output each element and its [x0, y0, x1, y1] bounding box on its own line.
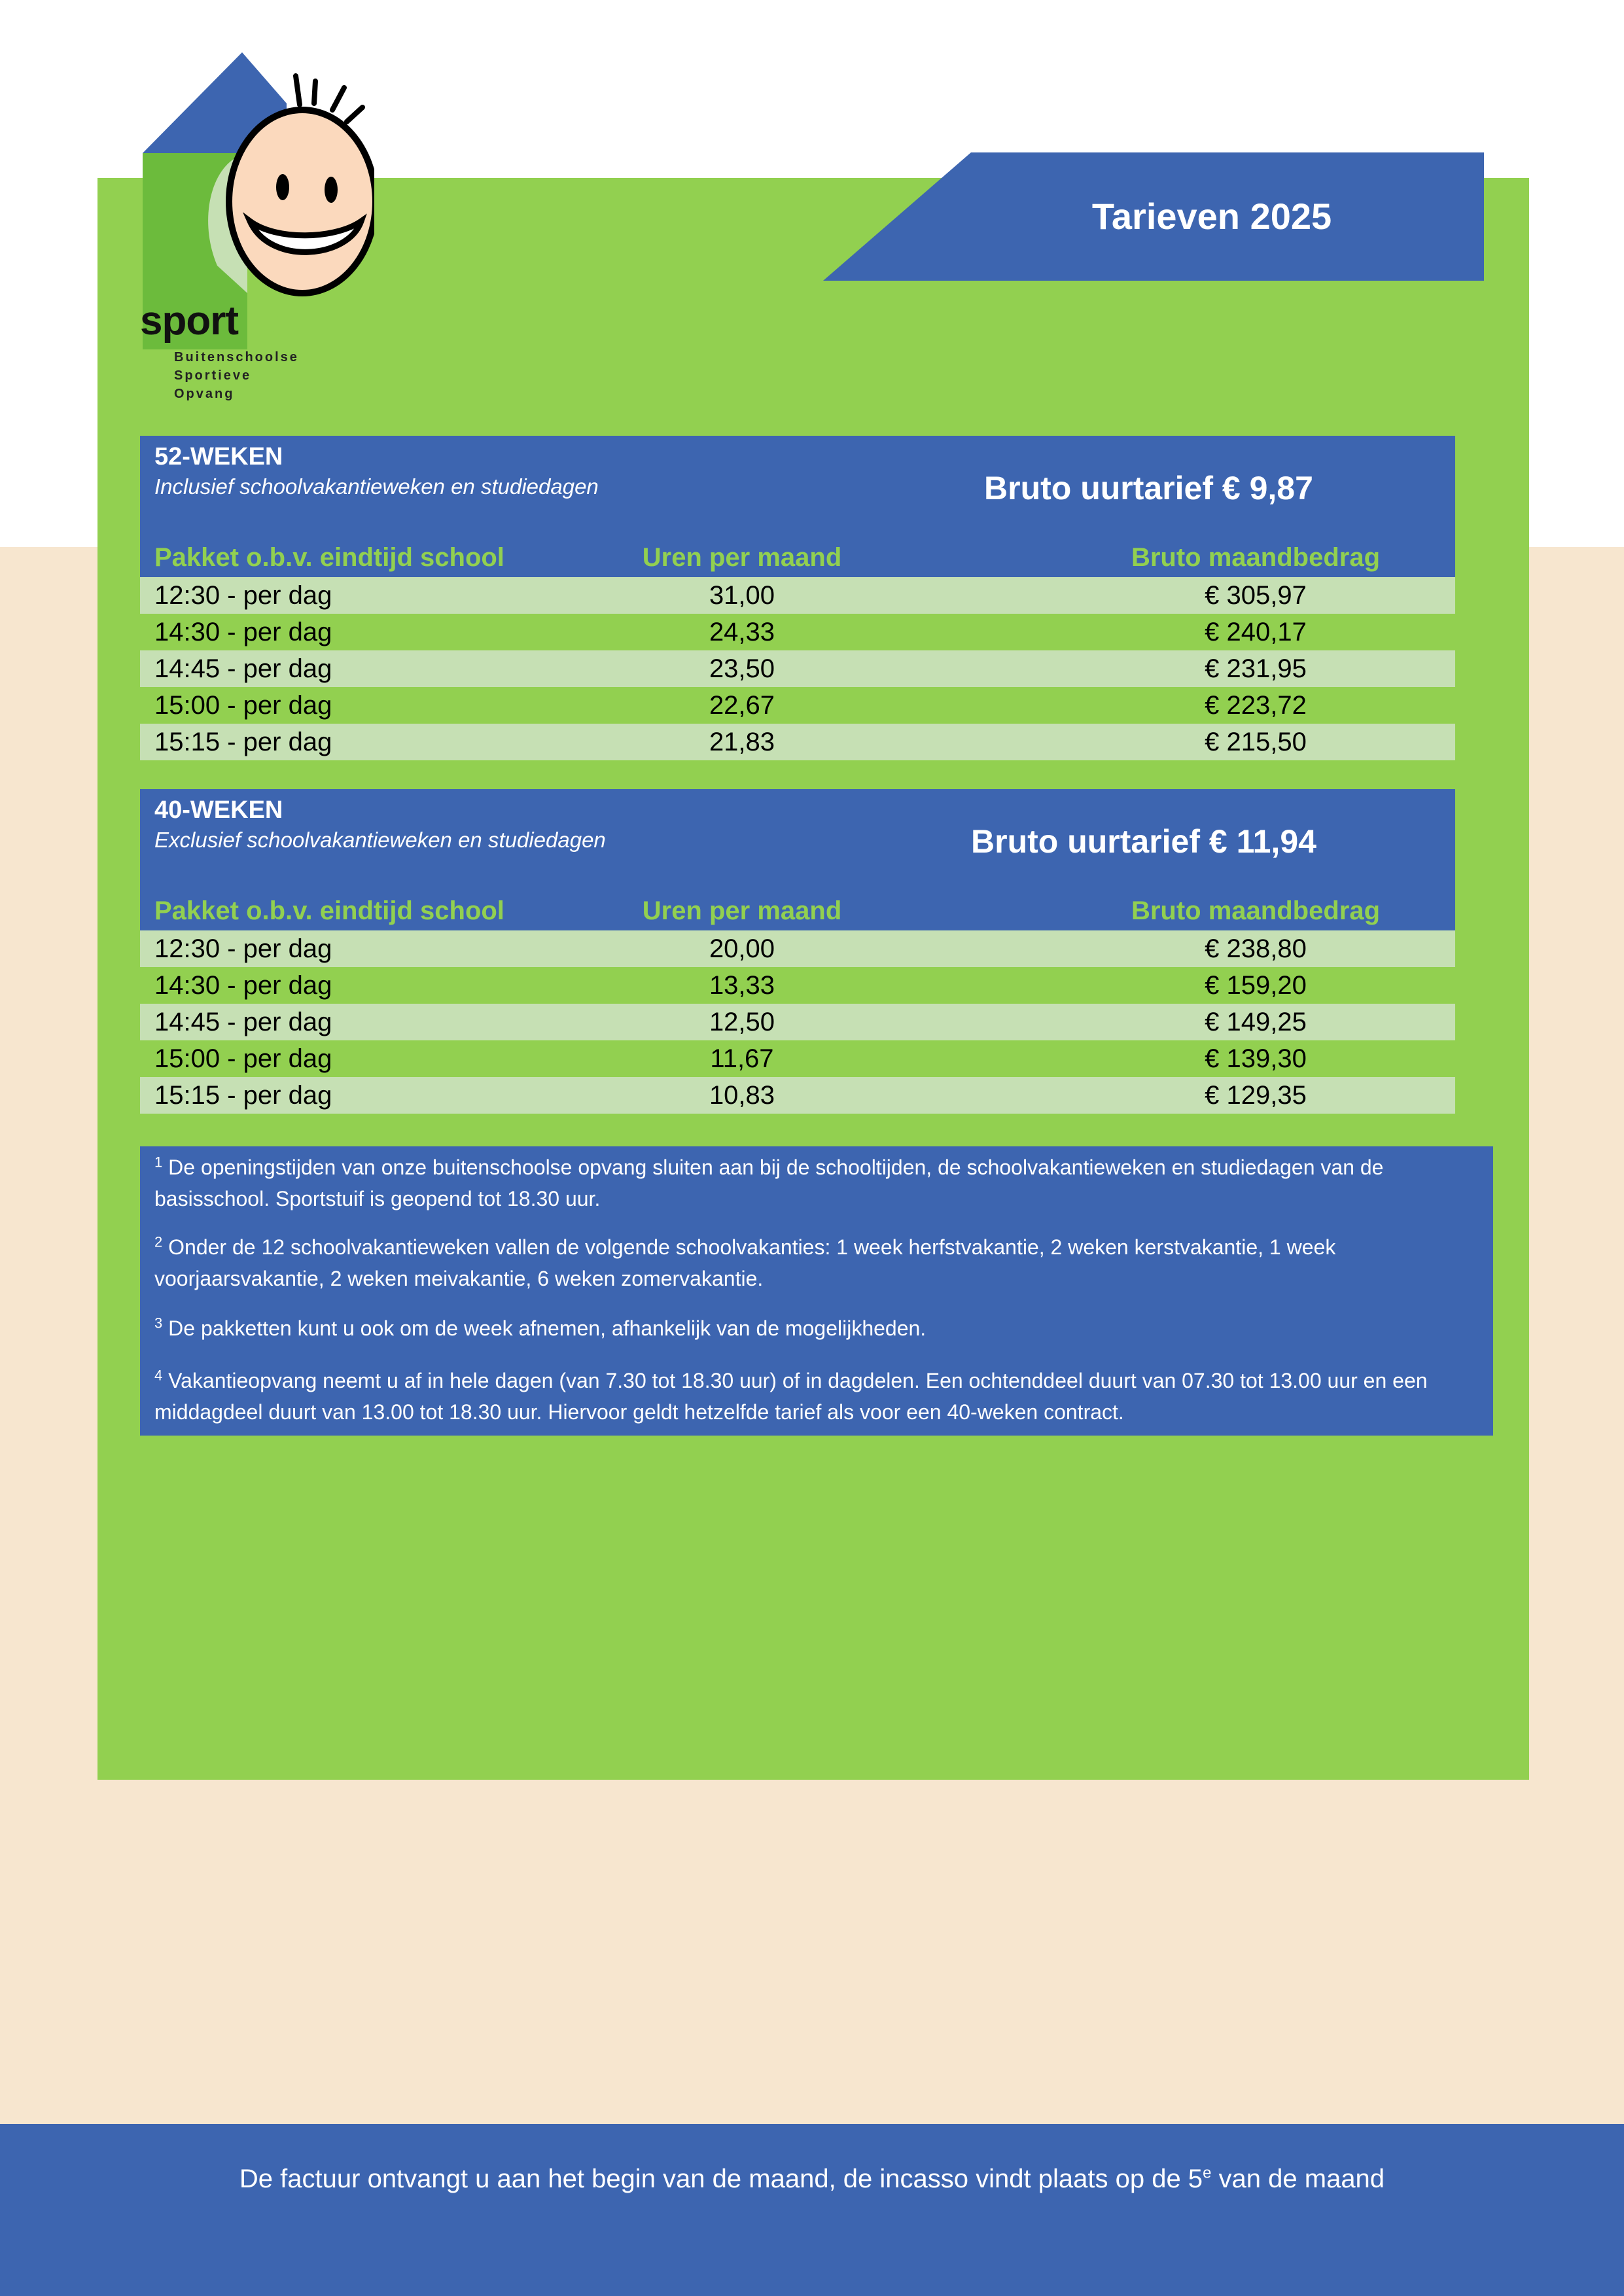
footnote-text: Vakantieopvang neemt u af in hele dagen (van 7.30 tot 18.30 uur) of in dagdelen. Een ochtenddeel duurt van 07.30 tot 13.00 uur en een middagdeel duurt van 13.00 tot 18.30 uur. Hiervoor geldt hetzelfde tarief als voor een 40-weken contract. — [154, 1369, 1428, 1424]
column-header-package: Pakket o.b.v. eindtijd school — [154, 543, 504, 572]
cell-hours: 31,00 — [709, 581, 775, 610]
cell-hours: 11,67 — [710, 1044, 774, 1073]
footer-band — [0, 2124, 1624, 2296]
cell-package: 14:30 - per dag — [154, 971, 332, 1000]
table-row — [140, 1004, 1455, 1040]
footnote — [154, 1231, 1483, 1294]
table-row — [140, 577, 1455, 614]
logo-word-stuif: stuif — [249, 297, 334, 343]
cell-amount: € 159,20 — [1205, 971, 1307, 1000]
cell-amount: € 139,30 — [1205, 1044, 1307, 1073]
cell-amount: € 238,80 — [1205, 934, 1307, 963]
cell-amount: € 129,35 — [1205, 1081, 1307, 1110]
footer-superscript: e — [1203, 2164, 1212, 2182]
rate-table-title: 40-WEKEN — [154, 796, 283, 824]
cell-package: 12:30 - per dag — [154, 581, 332, 610]
column-header-amount: Bruto maandbedrag — [1131, 896, 1381, 925]
table-row — [140, 614, 1455, 650]
cell-hours: 24,33 — [709, 618, 775, 646]
cell-hours: 10,83 — [709, 1081, 775, 1110]
rate-table-40-weeks — [140, 789, 1455, 1114]
column-header-amount: Bruto maandbedrag — [1131, 543, 1381, 572]
cell-package: 15:00 - per dag — [154, 691, 332, 720]
rate-table-subtitle: Exclusief schoolvakantieweken en studiedagen — [154, 828, 606, 852]
rate-table-header — [140, 789, 1455, 930]
cell-hours: 12,50 — [709, 1008, 775, 1036]
logo-tagline-line: Buitenschoolse — [174, 350, 299, 364]
column-header-package: Pakket o.b.v. eindtijd school — [154, 896, 504, 925]
footnotes-box — [140, 1146, 1493, 1436]
footer-text-main: De factuur ontvangt u aan het begin van de maand, de incasso vindt plaats op de 5 — [239, 2164, 1203, 2193]
column-header-hours: Uren per maand — [642, 896, 842, 925]
footer-text — [0, 2159, 1624, 2199]
hourly-rate: Bruto uurtarief € 9,87 — [984, 470, 1313, 506]
hourly-rate: Bruto uurtarief € 11,94 — [971, 823, 1316, 860]
rate-table-title: 52-WEKEN — [154, 443, 283, 470]
page-title: Tarieven 2025 — [1091, 196, 1332, 237]
rate-table-subtitle: Inclusief schoolvakantieweken en studiedagen — [154, 474, 599, 499]
logo-tagline-line: Opvang — [174, 387, 235, 401]
cell-hours: 23,50 — [709, 654, 775, 683]
cell-hours: 22,67 — [709, 691, 775, 720]
table-row — [140, 650, 1455, 687]
footnote-text: De openingstijden van onze buitenschoolse opvang sluiten aan bij de schooltijden, de schoolvakantieweken en studiedagen van de basisschool. Sportstuif is geopend tot 18.30 uur. — [154, 1156, 1384, 1210]
logo-tagline-line: Sportieve — [174, 368, 252, 383]
footnote — [154, 1313, 1483, 1344]
logo-tagline — [174, 348, 299, 403]
cell-hours: 21,83 — [709, 728, 775, 756]
cell-hours: 13,33 — [709, 971, 775, 1000]
table-row — [140, 930, 1455, 967]
table-row — [140, 724, 1455, 760]
cell-amount: € 231,95 — [1205, 654, 1307, 683]
footnote-number: 2 — [154, 1233, 163, 1250]
footnote-number: 3 — [154, 1315, 163, 1332]
footnote-text: De pakketten kunt u ook om de week afnemen, afhankelijk van de mogelijkheden. — [168, 1316, 927, 1340]
table-row — [140, 967, 1455, 1004]
cell-package: 15:15 - per dag — [154, 1081, 332, 1110]
cell-package: 14:30 - per dag — [154, 618, 332, 646]
cell-package: 15:00 - per dag — [154, 1044, 332, 1073]
footnote-number: 4 — [154, 1367, 163, 1384]
footnote — [154, 1152, 1483, 1214]
cell-amount: € 305,97 — [1205, 581, 1307, 610]
cell-package: 15:15 - per dag — [154, 728, 332, 756]
cell-amount: € 223,72 — [1205, 691, 1307, 720]
cell-package: 12:30 - per dag — [154, 934, 332, 963]
cell-amount: € 149,25 — [1205, 1008, 1307, 1036]
rate-table-header — [140, 436, 1455, 577]
cell-amount: € 240,17 — [1205, 618, 1307, 646]
table-row — [140, 1040, 1455, 1077]
footnote-number: 1 — [154, 1154, 163, 1171]
rate-table-52-weeks — [140, 436, 1455, 760]
cell-amount: € 215,50 — [1205, 728, 1307, 756]
column-header-hours: Uren per maand — [642, 543, 842, 572]
footnote-text: Onder de 12 schoolvakantieweken vallen de volgende schoolvakanties: 1 week herfstvakantie, 2 weken kerstvakantie, 1 week voorjaarsvakantie, 2 weken meivakantie, 6 weken zomervakantie. — [154, 1235, 1336, 1290]
cell-package: 14:45 - per dag — [154, 1008, 332, 1036]
cell-hours: 20,00 — [709, 934, 775, 963]
table-row — [140, 687, 1455, 724]
table-row — [140, 1077, 1455, 1114]
footnote — [154, 1365, 1483, 1428]
logo-word-sport: sport — [140, 298, 238, 344]
footer-text-end: van de maand — [1211, 2164, 1385, 2193]
cell-package: 14:45 - per dag — [154, 654, 332, 683]
